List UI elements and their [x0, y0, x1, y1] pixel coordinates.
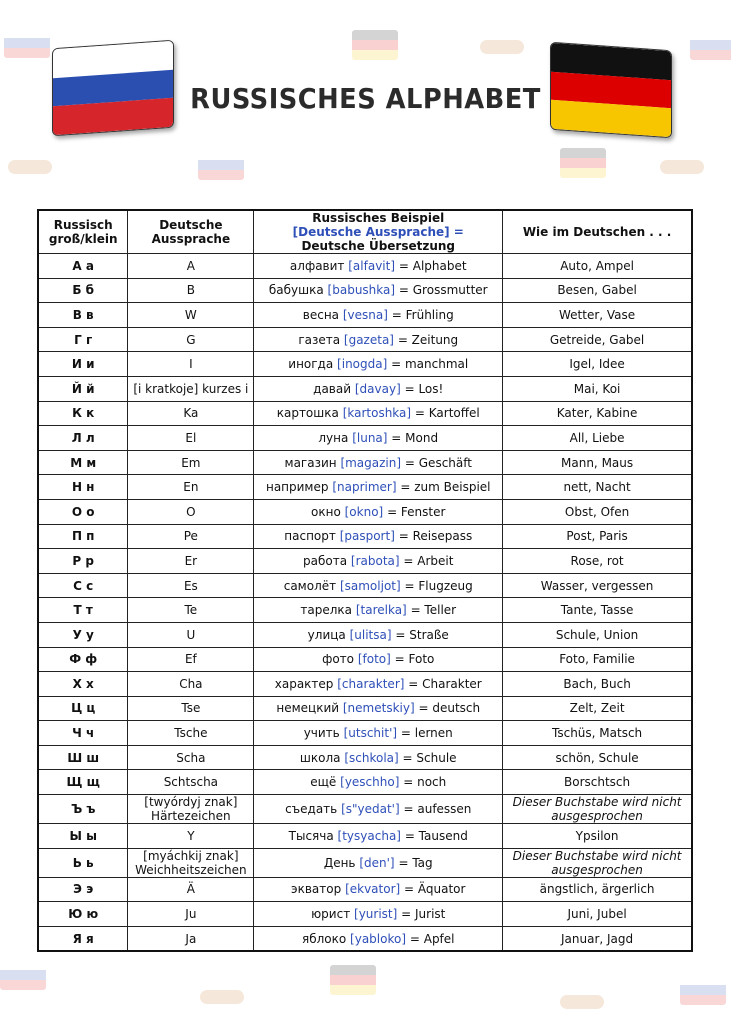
like-german-cell: Rose, rot	[503, 549, 692, 574]
example-cell	[254, 770, 503, 795]
example-word: учить	[303, 726, 340, 741]
table-row	[38, 926, 692, 951]
example-transliteration: [tarelka]	[355, 603, 407, 618]
example-cell	[254, 327, 503, 352]
example-word: экватор	[291, 882, 342, 897]
letter-cell: Ф ф	[38, 647, 128, 672]
example-cell	[254, 278, 503, 303]
pronunciation-cell: Tsche	[128, 721, 254, 746]
letter-cell: Й й	[38, 376, 128, 401]
example-translation: = Äquator	[404, 882, 466, 897]
like-german-cell: Bach, Buch	[503, 672, 692, 697]
bg-sausage-icon	[200, 990, 244, 1004]
example-cell	[254, 401, 503, 426]
bg-flag-icon	[560, 148, 606, 178]
example-cell	[254, 647, 503, 672]
letter-cell: В в	[38, 303, 128, 328]
pronunciation-cell: Er	[128, 549, 254, 574]
pronunciation-cell: B	[128, 278, 254, 303]
example-translation: = Reisepass	[398, 529, 473, 544]
bg-flag-icon	[330, 965, 376, 995]
example-translation: = manchmal	[391, 357, 469, 372]
table-row	[38, 824, 692, 849]
letter-cell: Щ щ	[38, 770, 128, 795]
table-header-row	[38, 210, 692, 254]
like-german-cell: Zelt, Zeit	[503, 696, 692, 721]
example-transliteration: [den']	[359, 855, 395, 870]
table-row	[38, 902, 692, 927]
example-word: характер	[274, 676, 334, 691]
example-cell	[254, 303, 503, 328]
pronunciation-cell: Cha	[128, 672, 254, 697]
table-row	[38, 499, 692, 524]
table-row	[38, 622, 692, 647]
like-german-cell: Dieser Buchstabe wird nicht ausgesprochen	[503, 848, 692, 877]
example-translation: = Apfel	[409, 931, 455, 946]
letter-cell: Ы ы	[38, 824, 128, 849]
pronunciation-cell: W	[128, 303, 254, 328]
pronunciation-cell: Em	[128, 450, 254, 475]
table-row	[38, 549, 692, 574]
pronunciation-cell: Es	[128, 573, 254, 598]
example-word: например	[265, 480, 329, 495]
table-row	[38, 303, 692, 328]
example-translation: = Arbeit	[403, 553, 454, 568]
example-translation: = Tausend	[404, 828, 468, 843]
bg-flag-icon	[4, 28, 50, 58]
example-word: тарелка	[300, 603, 352, 618]
like-german-cell: Dieser Buchstabe wird nicht ausgesprochen	[503, 795, 692, 824]
pronunciation-cell: Pe	[128, 524, 254, 549]
example-cell	[254, 877, 503, 902]
like-german-cell: Obst, Ofen	[503, 499, 692, 524]
example-transliteration: [charakter]	[337, 676, 405, 691]
example-word: ещё	[310, 775, 337, 790]
pronunciation-cell: En	[128, 475, 254, 500]
example-cell	[254, 672, 503, 697]
table-row	[38, 524, 692, 549]
pronunciation-cell: [myáchkij znak] Weichheitszeichen	[128, 848, 254, 877]
header-example-line2: [Deutsche Aussprache] =	[292, 225, 464, 239]
bg-flag-icon	[690, 30, 731, 60]
example-transliteration: [yabloko]	[350, 931, 407, 946]
pronunciation-cell: Scha	[128, 745, 254, 770]
example-translation: = Mond	[391, 430, 439, 445]
example-cell	[254, 426, 503, 451]
example-word: бабушка	[268, 283, 324, 298]
letter-cell: Г г	[38, 327, 128, 352]
example-translation: = Flugzeug	[404, 578, 473, 593]
letter-cell: И и	[38, 352, 128, 377]
example-word: газета	[298, 332, 341, 347]
example-word: юрист	[311, 907, 351, 922]
table-row	[38, 376, 692, 401]
letter-cell: С с	[38, 573, 128, 598]
example-cell	[254, 926, 503, 951]
example-word: окно	[311, 504, 341, 519]
example-cell	[254, 524, 503, 549]
example-translation: = Frühling	[391, 307, 454, 322]
example-cell	[254, 696, 503, 721]
letter-cell: Ъ ъ	[38, 795, 128, 824]
example-translation: = Tag	[398, 855, 433, 870]
like-german-cell: Wetter, Vase	[503, 303, 692, 328]
bg-flag-icon	[198, 150, 244, 180]
letter-cell: Х х	[38, 672, 128, 697]
pronunciation-cell: [twyórdyj znak] Härtezeichen	[128, 795, 254, 824]
example-translation: = Zeitung	[397, 332, 459, 347]
example-translation: = Jurist	[401, 907, 446, 922]
pronunciation-cell: El	[128, 426, 254, 451]
example-transliteration: [ekvator]	[345, 882, 401, 897]
like-german-cell: Post, Paris	[503, 524, 692, 549]
like-german-cell: Foto, Familie	[503, 647, 692, 672]
example-word: Тысяча	[288, 828, 334, 843]
like-german-cell: Kater, Kabine	[503, 401, 692, 426]
example-transliteration: [okno]	[344, 504, 384, 519]
pronunciation-cell: A	[128, 254, 254, 279]
table-row	[38, 352, 692, 377]
pronunciation-cell: Ka	[128, 401, 254, 426]
pronunciation-cell: Tse	[128, 696, 254, 721]
like-german-cell: Wasser, vergessen	[503, 573, 692, 598]
letter-cell: Н н	[38, 475, 128, 500]
like-german-cell: schön, Schule	[503, 745, 692, 770]
letter-cell: Р р	[38, 549, 128, 574]
letter-cell: Э э	[38, 877, 128, 902]
example-transliteration: [samoljot]	[339, 578, 401, 593]
letter-cell: У у	[38, 622, 128, 647]
example-word: алфавит	[289, 258, 345, 273]
example-cell	[254, 848, 503, 877]
example-transliteration: [alfavit]	[348, 258, 396, 273]
example-word: картошка	[276, 406, 339, 421]
example-transliteration: [naprimer]	[332, 480, 397, 495]
table-row	[38, 877, 692, 902]
letter-cell: Я я	[38, 926, 128, 951]
example-transliteration: [babushka]	[327, 283, 396, 298]
example-cell	[254, 573, 503, 598]
example-cell	[254, 795, 503, 824]
example-translation: = Fenster	[387, 504, 446, 519]
example-cell	[254, 376, 503, 401]
example-cell	[254, 598, 503, 623]
example-transliteration: [luna]	[352, 430, 388, 445]
example-cell	[254, 499, 503, 524]
like-german-cell: Tante, Tasse	[503, 598, 692, 623]
bg-sausage-icon	[8, 160, 52, 174]
example-cell	[254, 902, 503, 927]
letter-cell: Б б	[38, 278, 128, 303]
example-transliteration: [yeschho]	[340, 775, 400, 790]
header-example-line1: Russisches Beispiel	[312, 211, 445, 225]
bg-sausage-icon	[660, 160, 704, 174]
example-word: весна	[302, 307, 340, 322]
example-transliteration: [schkola]	[344, 750, 399, 765]
bg-flag-icon	[0, 960, 46, 990]
table-row	[38, 745, 692, 770]
example-translation: = Los!	[404, 381, 444, 396]
example-transliteration: [tysyacha]	[337, 828, 401, 843]
like-german-cell: Auto, Ampel	[503, 254, 692, 279]
letter-cell: Т т	[38, 598, 128, 623]
table-row	[38, 278, 692, 303]
like-german-cell: Getreide, Gabel	[503, 327, 692, 352]
example-translation: = noch	[403, 775, 447, 790]
example-transliteration: [davay]	[354, 381, 401, 396]
example-word: работа	[303, 553, 348, 568]
alphabet-table	[37, 209, 693, 952]
example-cell	[254, 622, 503, 647]
table-row	[38, 573, 692, 598]
pronunciation-cell: Ef	[128, 647, 254, 672]
example-cell	[254, 549, 503, 574]
table-row	[38, 696, 692, 721]
example-cell	[254, 475, 503, 500]
example-transliteration: [nemetskiy]	[342, 701, 415, 716]
letter-cell: К к	[38, 401, 128, 426]
table-row	[38, 721, 692, 746]
like-german-cell: ängstlich, ärgerlich	[503, 877, 692, 902]
bg-flag-icon	[352, 30, 398, 60]
like-german-cell: Besen, Gabel	[503, 278, 692, 303]
like-german-cell: Januar, Jagd	[503, 926, 692, 951]
example-transliteration: [ulitsa]	[349, 627, 392, 642]
example-word: иногда	[288, 357, 334, 372]
table-row	[38, 450, 692, 475]
like-german-cell: Schule, Union	[503, 622, 692, 647]
example-transliteration: [magazin]	[340, 455, 402, 470]
example-translation: = aufessen	[403, 802, 472, 817]
table-row	[38, 426, 692, 451]
header-pronunciation: Deutsche Aussprache	[128, 210, 254, 254]
letter-cell: Л л	[38, 426, 128, 451]
example-word: самолёт	[283, 578, 337, 593]
letter-cell: А а	[38, 254, 128, 279]
example-transliteration: [gazeta]	[343, 332, 394, 347]
bg-sausage-icon	[480, 40, 524, 54]
pronunciation-cell: [i kratkoje] kurzes i	[128, 376, 254, 401]
example-word: давай	[313, 381, 352, 396]
pronunciation-cell: I	[128, 352, 254, 377]
letter-cell: Ю ю	[38, 902, 128, 927]
header-example-line3: Deutsche Übersetzung	[301, 239, 456, 253]
like-german-cell: Mai, Koi	[503, 376, 692, 401]
letter-cell: Ь ь	[38, 848, 128, 877]
example-word: съедать	[285, 802, 338, 817]
bg-sausage-icon	[560, 995, 604, 1009]
example-word: фото	[322, 652, 355, 667]
table-row	[38, 327, 692, 352]
example-translation: = Teller	[410, 603, 457, 618]
example-transliteration: [rabota]	[350, 553, 400, 568]
pronunciation-cell: Ja	[128, 926, 254, 951]
table-row	[38, 848, 692, 877]
example-transliteration: [foto]	[357, 652, 391, 667]
table-row	[38, 672, 692, 697]
table-row	[38, 795, 692, 824]
example-transliteration: [pasport]	[339, 529, 395, 544]
example-transliteration: [s"yedat']	[341, 802, 400, 817]
example-translation: = Grossmutter	[398, 283, 488, 298]
letter-cell: М м	[38, 450, 128, 475]
pronunciation-cell: Ä	[128, 877, 254, 902]
example-translation: = zum Beispiel	[400, 480, 491, 495]
pronunciation-cell: O	[128, 499, 254, 524]
like-german-cell: Juni, Jubel	[503, 902, 692, 927]
example-transliteration: [utschit']	[343, 726, 398, 741]
table-row	[38, 598, 692, 623]
pronunciation-cell: Te	[128, 598, 254, 623]
example-word: школа	[299, 750, 341, 765]
bg-flag-icon	[680, 975, 726, 1005]
example-translation: = Geschäft	[404, 455, 472, 470]
header-russian: Russisch groß/klein	[38, 210, 128, 254]
example-transliteration: [yurist]	[354, 907, 398, 922]
like-german-cell: Ypsilon	[503, 824, 692, 849]
pronunciation-cell: G	[128, 327, 254, 352]
table-row	[38, 401, 692, 426]
example-translation: = Alphabet	[398, 258, 467, 273]
example-translation: = Straße	[395, 627, 449, 642]
example-cell	[254, 352, 503, 377]
page-title: RUSSISCHES ALPHABET	[190, 82, 541, 115]
example-word: немецкий	[276, 701, 340, 716]
example-translation: = Charakter	[408, 676, 482, 691]
like-german-cell: Tschüs, Matsch	[503, 721, 692, 746]
like-german-cell: All, Liebe	[503, 426, 692, 451]
example-translation: = Foto	[394, 652, 435, 667]
example-translation: = deutsch	[418, 701, 481, 716]
header-like-german: Wie im Deutschen . . .	[503, 210, 692, 254]
example-word: магазин	[284, 455, 337, 470]
example-translation: = Schule	[402, 750, 457, 765]
pronunciation-cell: Y	[128, 824, 254, 849]
example-word: яблоко	[301, 931, 347, 946]
like-german-cell: Mann, Maus	[503, 450, 692, 475]
example-translation: = Kartoffel	[414, 406, 480, 421]
pronunciation-cell: U	[128, 622, 254, 647]
example-word: улица	[307, 627, 346, 642]
example-cell	[254, 824, 503, 849]
like-german-cell: nett, Nacht	[503, 475, 692, 500]
example-cell	[254, 254, 503, 279]
example-word: паспорт	[284, 529, 336, 544]
pronunciation-cell: Ju	[128, 902, 254, 927]
like-german-cell: Borschtsch	[503, 770, 692, 795]
example-cell	[254, 721, 503, 746]
table-row	[38, 254, 692, 279]
example-transliteration: [kartoshka]	[342, 406, 412, 421]
header-example	[254, 210, 503, 254]
pronunciation-cell: Schtscha	[128, 770, 254, 795]
letter-cell: П п	[38, 524, 128, 549]
table-row	[38, 475, 692, 500]
example-cell	[254, 745, 503, 770]
letter-cell: Ч ч	[38, 721, 128, 746]
example-word: луна	[318, 430, 349, 445]
example-translation: = lernen	[400, 726, 453, 741]
example-word: День	[323, 855, 356, 870]
example-cell	[254, 450, 503, 475]
example-transliteration: [inogda]	[337, 357, 388, 372]
example-transliteration: [vesna]	[342, 307, 388, 322]
letter-cell: О о	[38, 499, 128, 524]
letter-cell: Ш ш	[38, 745, 128, 770]
letter-cell: Ц ц	[38, 696, 128, 721]
table-row	[38, 770, 692, 795]
like-german-cell: Igel, Idee	[503, 352, 692, 377]
table-row	[38, 647, 692, 672]
